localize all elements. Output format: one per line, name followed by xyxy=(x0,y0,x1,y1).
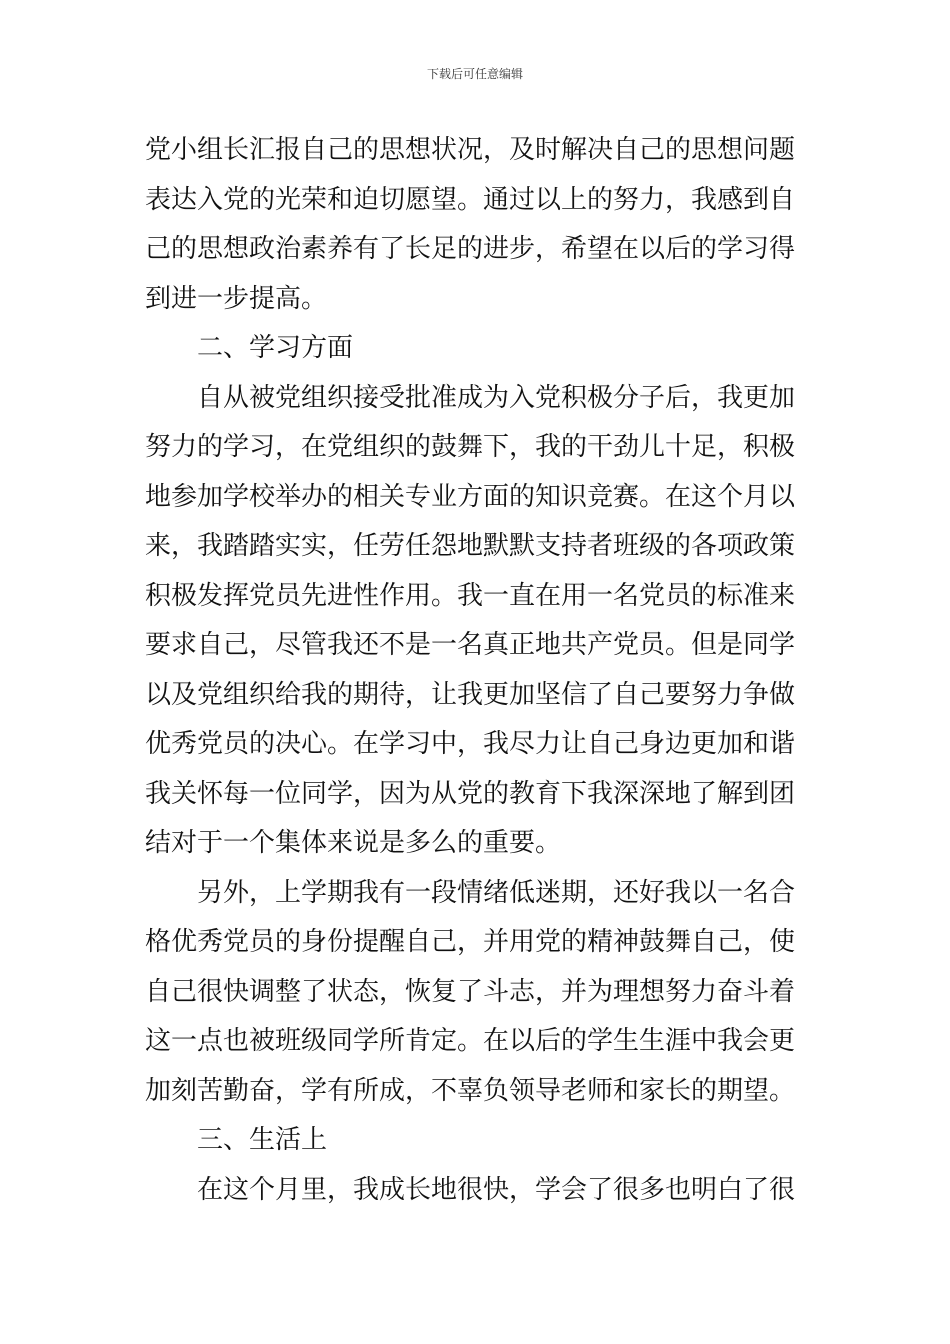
text-line: 地参加学校举办的相关专业方面的知识竞赛。在这个月以 xyxy=(145,481,796,512)
text-line: 格优秀党员的身份提醒自己，并用党的精神鼓舞自己，使 xyxy=(145,927,796,957)
text-line: 到进一步提高。 xyxy=(145,283,328,314)
text-line: 己的思想政治素养有了长足的进步，希望在以后的学习得 xyxy=(145,234,796,264)
text-line: 要求自己，尽管我还不是一名真正地共产党员。但是同学 xyxy=(145,630,796,660)
text-line: 另外，上学期我有一段情绪低迷期，还好我以一名合 xyxy=(197,877,796,908)
text-line: 党小组长汇报自己的思想状况，及时解决自己的思想问题 xyxy=(145,135,796,165)
text-line: 结对于一个集体来说是多么的重要。 xyxy=(145,828,562,858)
text-line: 我关怀每一位同学，因为从党的教育下我深深地了解到团 xyxy=(145,778,796,809)
text-line: 在这个月里，我成长地很快，学会了很多也明白了很 xyxy=(197,1174,796,1205)
section-heading-study: 二、学习方面 xyxy=(197,333,354,363)
text-line: 自从被党组织接受批准成为入党积极分子后，我更加 xyxy=(197,382,796,413)
text-line: 这一点也被班级同学所肯定。在以后的学生生涯中我会更 xyxy=(145,1026,796,1056)
section-heading-life: 三、生活上 xyxy=(197,1125,328,1155)
text-line: 表达入党的光荣和迫切愿望。通过以上的努力，我感到自 xyxy=(145,184,796,215)
text-line: 积极发挥党员先进性作用。我一直在用一名党员的标准来 xyxy=(145,580,796,611)
text-line: 加刻苦勤奋，学有所成，不辜负领导老师和家长的期望。 xyxy=(145,1075,796,1106)
text-line: 以及党组织给我的期待，让我更加坚信了自己要努力争做 xyxy=(145,679,796,710)
text-line: 努力的学习，在党组织的鼓舞下，我的干劲儿十足，积极 xyxy=(145,432,796,462)
document-body xyxy=(145,126,810,1215)
text-line: 来，我踏踏实实，任劳任怨地默默支持者班级的各项政策 xyxy=(145,531,796,561)
text-line: 自己很快调整了状态，恢复了斗志，并为理想努力奋斗着 xyxy=(145,976,796,1007)
text-line: 优秀党员的决心。在学习中，我尽力让自己身边更加和谐 xyxy=(145,729,796,759)
page-header: 下载后可任意编辑 xyxy=(426,67,523,81)
